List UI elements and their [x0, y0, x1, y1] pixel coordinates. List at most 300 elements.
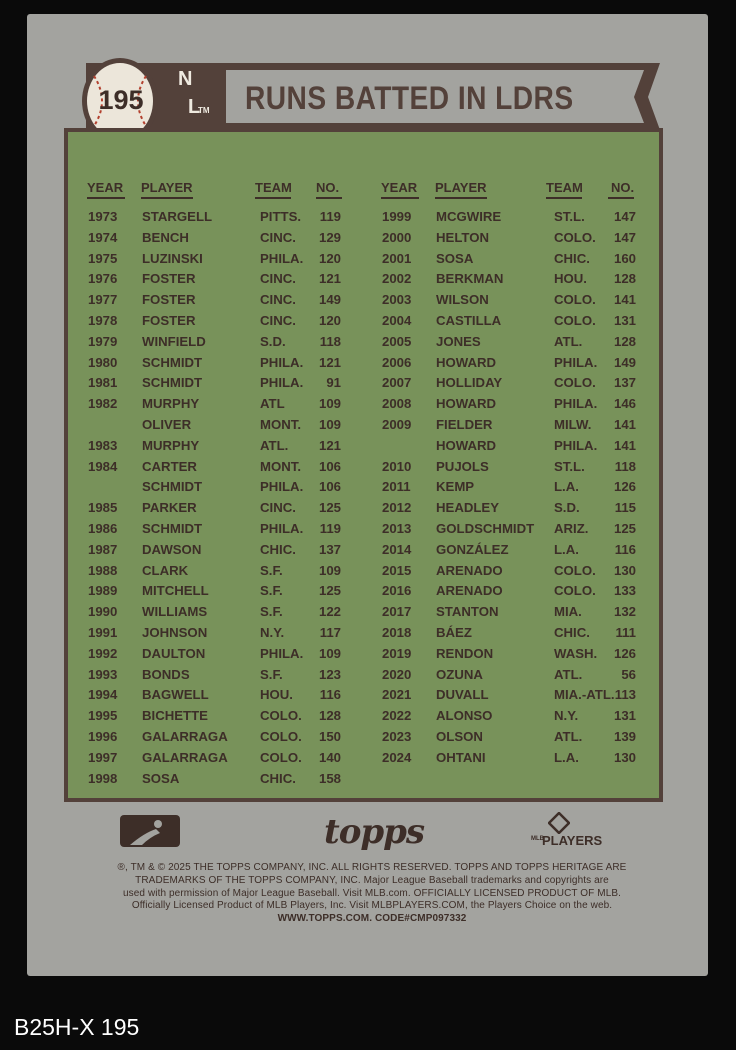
row-rbi: 137 — [613, 375, 636, 391]
stat-row — [382, 706, 636, 727]
row-team: COLO. — [554, 229, 596, 245]
row-team: N.Y. — [554, 708, 579, 724]
stat-row — [88, 228, 341, 249]
row-team: PHILA. — [260, 645, 304, 661]
stat-row — [88, 561, 341, 582]
row-rbi: 137 — [318, 541, 341, 557]
stat-row — [88, 665, 341, 686]
row-team: COLO. — [554, 583, 596, 599]
row-rbi: 133 — [613, 583, 636, 599]
header-underline — [381, 197, 419, 199]
stat-row — [382, 332, 636, 353]
stat-row — [382, 623, 636, 644]
row-team: ATL. — [260, 437, 289, 453]
header-year-left: YEAR — [87, 180, 124, 195]
row-rbi: 129 — [318, 229, 341, 245]
row-team: CINC. — [260, 500, 296, 516]
row-year: 1977 — [88, 292, 118, 308]
stat-row — [382, 415, 636, 436]
row-year: 1997 — [88, 749, 118, 765]
row-player: KEMP — [436, 479, 475, 495]
stat-row — [382, 727, 636, 748]
row-year: 1998 — [88, 770, 118, 786]
stat-row — [88, 706, 341, 727]
stat-row — [88, 748, 341, 769]
row-player: HELTON — [436, 229, 489, 245]
stat-row — [88, 581, 341, 602]
row-rbi: 131 — [613, 708, 636, 724]
row-rbi: 117 — [319, 624, 341, 640]
row-team: CINC. — [260, 292, 296, 308]
row-team: S.F. — [260, 604, 283, 620]
row-rbi: 116 — [614, 541, 636, 557]
row-year: 2011 — [382, 479, 411, 495]
stat-row — [88, 540, 341, 561]
row-player: DAULTON — [142, 645, 206, 661]
row-team: MIA.-ATL. — [554, 687, 615, 703]
stat-row — [382, 290, 636, 311]
row-rbi: 118 — [614, 458, 636, 474]
row-team: PHILA. — [554, 396, 598, 412]
stat-row — [382, 498, 636, 519]
row-year: 2005 — [382, 333, 412, 349]
row-player: HOWARD — [436, 396, 497, 412]
row-player: PARKER — [142, 500, 197, 516]
stat-row — [88, 290, 341, 311]
row-year: 1995 — [88, 708, 118, 724]
row-team: CINC. — [260, 271, 296, 287]
row-player: MURPHY — [142, 396, 200, 412]
row-year: 2018 — [382, 624, 412, 640]
row-player: HOWARD — [436, 354, 497, 370]
row-rbi: 118 — [319, 333, 341, 349]
row-team: PHILA. — [260, 250, 304, 266]
league-trademark: TM — [198, 106, 210, 115]
row-team: COLO. — [554, 292, 596, 308]
row-rbi: 139 — [613, 728, 636, 744]
row-rbi: 130 — [613, 749, 636, 765]
row-team: PHILA. — [260, 354, 304, 370]
stats-column-left — [88, 207, 341, 789]
stat-row — [382, 602, 636, 623]
row-year: 1985 — [88, 500, 118, 516]
row-year: 1992 — [88, 645, 118, 661]
row-player: OLSON — [436, 728, 483, 744]
row-year: 2020 — [382, 666, 412, 682]
row-year: 1999 — [382, 209, 412, 224]
stat-row — [88, 373, 341, 394]
row-player: PUJOLS — [436, 458, 489, 474]
row-year: 1974 — [88, 229, 118, 245]
row-team: MONT. — [260, 416, 302, 432]
row-team: ATL. — [554, 666, 583, 682]
row-year: 2007 — [382, 375, 412, 391]
league-letter-n: N — [178, 68, 193, 90]
row-team: COLO. — [554, 562, 596, 578]
row-player: FOSTER — [142, 312, 196, 328]
stat-row — [382, 269, 636, 290]
row-player: GALARRAGA — [142, 728, 228, 744]
row-team: S.F. — [260, 666, 283, 682]
stat-row — [88, 727, 341, 748]
row-team: S.F. — [260, 562, 283, 578]
legal-line: Officially Licensed Product of MLB Players, Inc. Visit MLBPLAYERS.COM, the Players Choice on the web. — [131, 900, 613, 912]
legal-text — [92, 862, 652, 926]
row-team: COLO. — [260, 728, 302, 744]
stat-row — [88, 685, 341, 706]
row-rbi: 125 — [318, 500, 341, 516]
row-player: STANTON — [436, 604, 499, 620]
row-team: L.A. — [554, 479, 579, 495]
row-player: CLARK — [142, 562, 189, 578]
stat-row — [382, 436, 636, 457]
stat-row — [382, 540, 636, 561]
legal-line: TRADEMARKS OF THE TOPPS COMPANY, INC. Major League Baseball trademarks and copyrights are — [135, 874, 609, 886]
stat-row — [88, 311, 341, 332]
row-year: 2008 — [382, 396, 412, 412]
row-player: OZUNA — [436, 666, 483, 682]
row-rbi: 111 — [615, 624, 636, 640]
stat-row — [88, 519, 341, 540]
row-year: 1984 — [88, 458, 118, 474]
stat-row — [88, 769, 341, 790]
row-rbi: 132 — [613, 604, 636, 620]
row-rbi: 119 — [319, 520, 341, 536]
row-team: ATL. — [554, 333, 583, 349]
row-year: 2023 — [382, 728, 412, 744]
row-player: WINFIELD — [142, 333, 206, 349]
row-rbi: 123 — [318, 666, 341, 682]
row-year: 1981 — [88, 375, 118, 391]
row-year: 2001 — [382, 250, 412, 266]
row-player: GOLDSCHMIDT — [436, 520, 535, 536]
stat-row — [382, 207, 636, 228]
row-rbi: 141 — [613, 437, 636, 453]
stat-row — [382, 228, 636, 249]
row-rbi: 147 — [613, 229, 636, 245]
row-team: CHIC. — [260, 770, 296, 786]
stat-row — [382, 373, 636, 394]
row-year: 1975 — [88, 250, 118, 266]
row-rbi: 128 — [613, 333, 636, 349]
row-team: S.F. — [260, 583, 283, 599]
row-rbi: 130 — [613, 562, 636, 578]
header-underline — [316, 197, 342, 199]
row-rbi: 106 — [318, 458, 341, 474]
row-rbi: 141 — [613, 292, 636, 308]
row-year: 1986 — [88, 520, 118, 536]
row-team: HOU. — [260, 687, 293, 703]
row-rbi: 147 — [613, 209, 636, 224]
row-team: N.Y. — [260, 624, 285, 640]
row-team: COLO. — [554, 375, 596, 391]
row-year: 1978 — [88, 312, 118, 328]
header-underline — [546, 197, 582, 199]
stat-row — [382, 457, 636, 478]
row-year: 1980 — [88, 354, 118, 370]
row-team: S.D. — [260, 333, 286, 349]
row-player: BICHETTE — [142, 708, 208, 724]
row-player: GONZÁLEZ — [436, 541, 509, 557]
row-year: 2009 — [382, 416, 412, 432]
row-year: 2003 — [382, 292, 412, 308]
row-player: DAWSON — [142, 541, 202, 557]
stats-column-right — [382, 207, 636, 769]
card-number: 195 — [98, 85, 144, 115]
row-player: LUZINSKI — [142, 250, 203, 266]
row-year: 1988 — [88, 562, 118, 578]
row-rbi: 128 — [613, 271, 636, 287]
row-rbi: 116 — [319, 687, 341, 703]
row-player: BONDS — [142, 666, 190, 682]
row-year: 2014 — [382, 541, 412, 557]
row-player: ARENADO — [436, 583, 503, 599]
legal-code-line: WWW.TOPPS.COM. CODE#CMP097332 — [277, 913, 467, 925]
header-underline — [87, 197, 125, 199]
header-no-left: NO. — [316, 180, 340, 195]
row-rbi: 150 — [318, 728, 341, 744]
row-year: 2012 — [382, 500, 412, 516]
row-team: CHIC. — [554, 250, 590, 266]
row-team: PHILA. — [260, 520, 304, 536]
row-year: 1991 — [88, 624, 118, 640]
row-year: 1979 — [88, 333, 118, 349]
row-team: L.A. — [554, 749, 579, 765]
row-team: ST.L. — [554, 209, 585, 224]
header-year-right: YEAR — [381, 180, 418, 195]
row-player: JOHNSON — [142, 624, 208, 640]
stat-row — [88, 332, 341, 353]
stat-row — [88, 436, 341, 457]
row-player: ALONSO — [436, 708, 493, 724]
header-no-right: NO. — [611, 180, 635, 195]
row-team: COLO. — [554, 312, 596, 328]
row-team: PHILA. — [554, 437, 598, 453]
row-team: PITTS. — [260, 209, 302, 224]
mlb-logo — [120, 815, 180, 847]
stat-row — [88, 623, 341, 644]
row-player: MITCHELL — [142, 583, 209, 599]
stat-row — [88, 353, 341, 374]
stat-row — [88, 249, 341, 270]
header-player-right: PLAYER — [435, 180, 487, 195]
stat-row — [88, 415, 341, 436]
row-rbi: 126 — [613, 645, 636, 661]
header-team-left: TEAM — [255, 180, 292, 195]
row-player: RENDON — [436, 645, 494, 661]
row-player: OHTANI — [436, 749, 486, 765]
row-player: WILSON — [436, 292, 489, 308]
row-team: L.A. — [554, 541, 579, 557]
row-team: MONT. — [260, 458, 302, 474]
row-rbi: 149 — [318, 292, 341, 308]
row-team: MILW. — [554, 416, 592, 432]
row-rbi: 120 — [318, 312, 341, 328]
row-year: 2013 — [382, 520, 412, 536]
row-player: FOSTER — [142, 292, 196, 308]
row-rbi: 160 — [613, 250, 636, 266]
row-player: ARENADO — [436, 562, 503, 578]
row-rbi: 56 — [621, 666, 636, 682]
row-team: ATL. — [554, 728, 583, 744]
row-rbi: 122 — [318, 604, 341, 620]
row-year: 2024 — [382, 749, 412, 765]
row-team: COLO. — [260, 749, 302, 765]
row-rbi: 106 — [318, 479, 341, 495]
stat-row — [88, 457, 341, 478]
legal-line: used with permission of Major League Baseball. Visit MLB.com. OFFICIALLY LICENSED PRODUCT OF MLB. — [122, 887, 622, 899]
row-team: COLO. — [260, 708, 302, 724]
row-team: WASH. — [554, 645, 598, 661]
legal-line: ®, TM & © 2025 THE TOPPS COMPANY, INC. ALL RIGHTS RESERVED. TOPPS AND TOPPS HERITAGE ARE — [117, 862, 627, 873]
row-year: 1976 — [88, 271, 118, 287]
row-rbi: 126 — [613, 479, 636, 495]
row-player: SCHMIDT — [142, 479, 203, 495]
row-player: CARTER — [142, 458, 197, 474]
row-player: MCGWIRE — [436, 209, 502, 224]
row-rbi: 121 — [318, 271, 341, 287]
row-year: 2016 — [382, 583, 412, 599]
row-player: CASTILLA — [436, 312, 502, 328]
row-year: 1987 — [88, 541, 118, 557]
row-year: 1989 — [88, 583, 118, 599]
stat-row — [88, 644, 341, 665]
row-rbi: 128 — [318, 708, 341, 724]
row-player: HOWARD — [436, 437, 497, 453]
stat-row — [382, 477, 636, 498]
row-player: SCHMIDT — [142, 520, 203, 536]
row-player: HEADLEY — [436, 500, 500, 516]
row-year: 2019 — [382, 645, 412, 661]
row-year: 2015 — [382, 562, 412, 578]
header-team-right: TEAM — [546, 180, 583, 195]
league-letter-l: L — [188, 96, 201, 118]
row-player: SOSA — [142, 770, 180, 786]
stat-row — [382, 644, 636, 665]
row-team: PHILA. — [260, 375, 304, 391]
row-year: 2004 — [382, 312, 412, 328]
players-diamond-icon — [548, 812, 570, 834]
row-year: 2010 — [382, 458, 412, 474]
row-year: 2017 — [382, 604, 412, 620]
row-player: SCHMIDT — [142, 354, 203, 370]
row-team: HOU. — [554, 271, 587, 287]
row-player: FIELDER — [436, 416, 493, 432]
row-rbi: 109 — [318, 396, 341, 412]
row-team: CHIC. — [554, 624, 590, 640]
row-team: CHIC. — [260, 541, 296, 557]
stat-row — [382, 311, 636, 332]
row-team: ATL — [260, 396, 285, 412]
row-rbi: 140 — [318, 749, 341, 765]
row-team: PHILA. — [554, 354, 598, 370]
row-team: S.D. — [554, 500, 580, 516]
row-rbi: 91 — [326, 375, 341, 391]
row-team: ARIZ. — [554, 520, 589, 536]
row-rbi: 149 — [613, 354, 636, 370]
row-player: DUVALL — [436, 687, 489, 703]
row-year: 2000 — [382, 229, 412, 245]
row-year: 2002 — [382, 271, 412, 287]
row-rbi: 119 — [319, 209, 341, 224]
image-caption: B25H-X 195 — [14, 1014, 140, 1040]
row-rbi: 121 — [318, 354, 341, 370]
row-player: BAGWELL — [142, 687, 209, 703]
row-rbi: 131 — [613, 312, 636, 328]
row-rbi: 109 — [318, 416, 341, 432]
row-year: 1993 — [88, 666, 118, 682]
row-player: FOSTER — [142, 271, 196, 287]
row-year: 2022 — [382, 708, 412, 724]
stat-row — [382, 748, 636, 769]
row-rbi: 109 — [318, 562, 341, 578]
stat-row — [382, 581, 636, 602]
row-rbi: 125 — [318, 583, 341, 599]
row-rbi: 141 — [613, 416, 636, 432]
row-team: MIA. — [554, 604, 582, 620]
row-year: 1994 — [88, 687, 118, 703]
stat-row — [382, 353, 636, 374]
row-rbi: 109 — [318, 645, 341, 661]
header-underline — [435, 197, 487, 199]
header-player-left: PLAYER — [141, 180, 193, 195]
row-rbi: 146 — [613, 396, 636, 412]
row-rbi: 115 — [614, 500, 636, 516]
row-player: MURPHY — [142, 437, 200, 453]
row-player: JONES — [436, 333, 481, 349]
topps-logo: topps — [324, 812, 425, 852]
row-rbi: 113 — [614, 687, 636, 703]
row-year: 1996 — [88, 728, 118, 744]
row-player: GALARRAGA — [142, 749, 228, 765]
header-underline — [141, 197, 193, 199]
row-player: BÁEZ — [436, 624, 472, 640]
row-player: SCHMIDT — [142, 375, 203, 391]
stat-row — [382, 665, 636, 686]
stat-row — [382, 519, 636, 540]
row-year: 1973 — [88, 209, 118, 224]
row-player: OLIVER — [142, 416, 192, 432]
stat-row — [88, 269, 341, 290]
row-player: BERKMAN — [436, 271, 504, 287]
stat-row — [88, 477, 341, 498]
row-year: 2021 — [382, 687, 412, 703]
stat-row — [88, 207, 341, 228]
stat-row — [382, 685, 636, 706]
row-year: 1983 — [88, 437, 118, 453]
row-player: BENCH — [142, 229, 189, 245]
stat-row — [382, 394, 636, 415]
players-logo-prefix: MLB — [531, 836, 544, 842]
row-rbi: 121 — [318, 437, 341, 453]
stat-row — [88, 394, 341, 415]
row-player: STARGELL — [142, 209, 213, 224]
row-team: CINC. — [260, 229, 296, 245]
stat-row — [88, 602, 341, 623]
row-year: 1982 — [88, 396, 118, 412]
card-title: RUNS BATTED IN LDRS — [245, 80, 574, 116]
stat-row — [88, 498, 341, 519]
row-player: WILLIAMS — [142, 604, 208, 620]
stat-row — [382, 561, 636, 582]
stat-row — [382, 249, 636, 270]
header-underline — [608, 197, 634, 199]
header-underline — [255, 197, 291, 199]
row-rbi: 120 — [318, 250, 341, 266]
row-player: HOLLIDAY — [436, 375, 503, 391]
row-rbi: 158 — [318, 770, 341, 786]
players-logo: PLAYERS — [542, 833, 603, 848]
